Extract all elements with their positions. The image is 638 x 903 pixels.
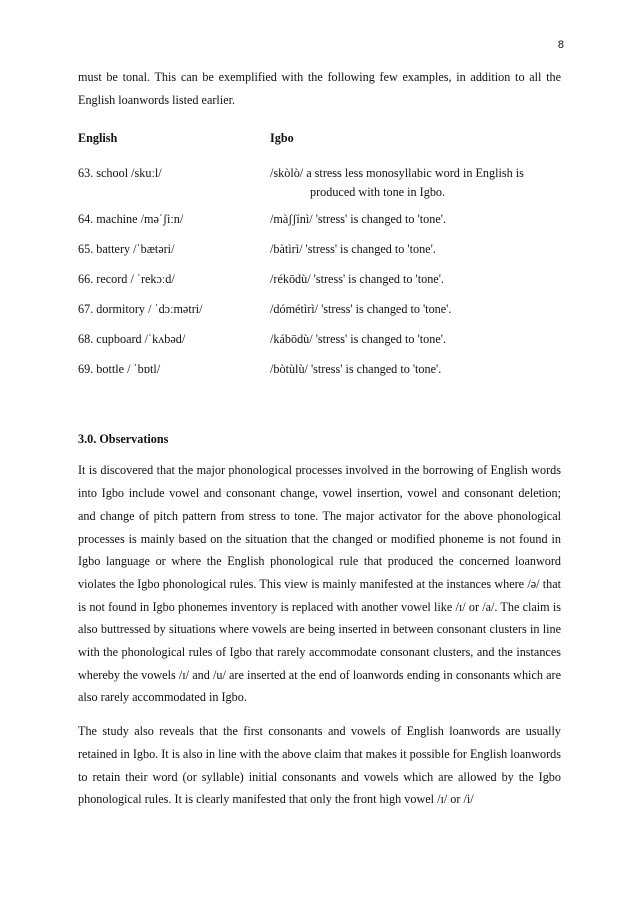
igbo-word: /rékōdù/ 'stress' is changed to 'tone'. bbox=[270, 272, 444, 287]
examples-table bbox=[78, 164, 561, 390]
english-word: 67. dormitory / ˈdɔːmətri/ bbox=[78, 302, 203, 317]
page-number: 8 bbox=[557, 39, 564, 51]
example-row bbox=[78, 360, 561, 390]
igbo-word: /màʃʃínì/ 'stress' is changed to 'tone'. bbox=[270, 212, 446, 227]
section-heading: 3.0. Observations bbox=[78, 432, 169, 447]
igbo-word: /bòtùlù/ 'stress' is changed to 'tone'. bbox=[270, 362, 442, 377]
example-row bbox=[78, 240, 561, 270]
english-word: 66. record / ˈrekɔːd/ bbox=[78, 272, 175, 287]
example-row bbox=[78, 270, 561, 300]
observations-paragraph-2: The study also reveals that the first consonants and vowels of English loanwords are usually retained in Igbo. It is also in line with the above claim that makes it possible for English loanwords to retain their word (or syllable) initial consonants and vowels which are allowed by the Igbo phonological rules. It is clearly manifested that only the front high vowel /ɪ/ or /i/ bbox=[78, 724, 562, 807]
header-english: English bbox=[78, 131, 118, 146]
english-word: 65. battery /ˈbætəri/ bbox=[78, 242, 175, 257]
table-header bbox=[78, 129, 561, 147]
example-row bbox=[78, 210, 561, 240]
intro-paragraph: must be tonal. This can be exemplified with the following few examples, in addition to all the English loanwords listed earlier. bbox=[78, 70, 561, 107]
document-body bbox=[78, 66, 561, 811]
igbo-description-continued: produced with tone in Igbo. bbox=[310, 184, 446, 199]
igbo-word: /dómétìrì/ 'stress' is changed to 'tone'. bbox=[270, 302, 452, 317]
igbo-word bbox=[270, 164, 561, 201]
igbo-word: /kábōdù/ 'stress' is changed to 'tone'. bbox=[270, 332, 446, 347]
example-row bbox=[78, 164, 561, 210]
english-word: 68. cupboard /ˈkʌbəd/ bbox=[78, 332, 186, 347]
english-word: 64. machine /məˈʃiːn/ bbox=[78, 212, 184, 227]
igbo-description: /skòlò/ a stress less monosyllabic word in English is bbox=[270, 166, 524, 181]
english-word: 69. bottle / ˈbɒtl/ bbox=[78, 362, 161, 377]
example-row bbox=[78, 300, 561, 330]
igbo-word: /bàtìrì/ 'stress' is changed to 'tone'. bbox=[270, 242, 436, 257]
example-row bbox=[78, 330, 561, 360]
english-word: 63. school /skuːl/ bbox=[78, 166, 162, 181]
header-igbo: Igbo bbox=[270, 131, 294, 146]
observations-paragraph-1: It is discovered that the major phonological processes involved in the borrowing of English words into Igbo include vowel and consonant change, vowel insertion, vowel and consonant deletion; and change of pitch pattern from stress to tone. The major activator for the above phonological processes is mainly based on the situation that the changed or modified phoneme is not found in Igbo language or where the English phonological rule that produced the concerned loanword violates the Igbo phonological rules. This view is mainly manifested at the instances where /ə/ that is not found in Igbo phonemes inventory is replaced with another vowel like /ɪ/ or /a/. The claim is also buttressed by situations where vowels are being inserted in between consonant clusters in line with the phonological rules of Igbo that rarely accommodate consonant clusters, and the instances whereby the vowels /ɪ/ and /u/ are inserted at the end of loanwords ending in consonants which are also rarely accommodated in Igbo. bbox=[78, 463, 561, 705]
